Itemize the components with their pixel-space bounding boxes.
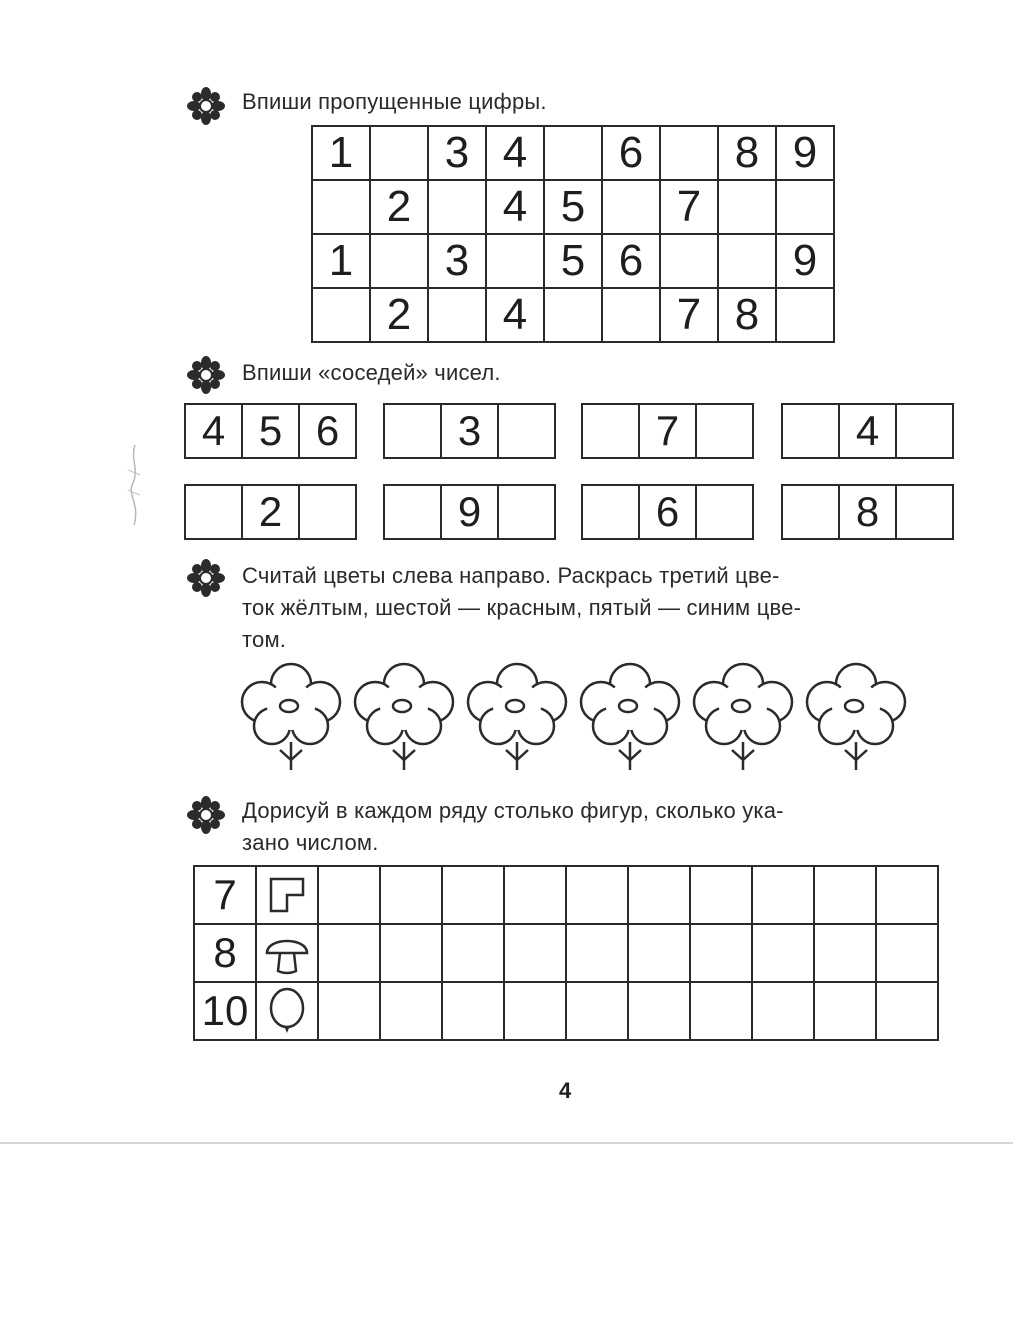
draw-shapes-grid [193, 865, 939, 1041]
empty-neighbor-cell[interactable] [782, 485, 839, 539]
flower-bullet-icon [186, 795, 226, 835]
flower-outline-icon[interactable] [801, 660, 911, 775]
number-cell: 4 [839, 404, 896, 458]
empty-draw-cell[interactable] [876, 982, 938, 1040]
flower-outline-icon[interactable] [236, 660, 346, 775]
shape-row [194, 866, 938, 924]
digit-cell: 5 [544, 180, 602, 234]
digit-cell: 5 [544, 234, 602, 288]
number-cell: 5 [242, 404, 299, 458]
flower-outline-icon[interactable] [462, 660, 572, 775]
empty-draw-cell[interactable] [690, 924, 752, 982]
digit-cell: 8 [718, 126, 776, 180]
empty-digit-cell[interactable] [776, 180, 834, 234]
empty-draw-cell[interactable] [318, 982, 380, 1040]
digit-cell: 3 [428, 234, 486, 288]
empty-draw-cell[interactable] [814, 866, 876, 924]
number-cell: 3 [441, 404, 498, 458]
digit-cell: 9 [776, 126, 834, 180]
empty-neighbor-cell[interactable] [384, 404, 441, 458]
count-number: 8 [194, 924, 256, 982]
digit-cell: 2 [370, 288, 428, 342]
empty-draw-cell[interactable] [380, 866, 442, 924]
empty-draw-cell[interactable] [876, 866, 938, 924]
empty-neighbor-cell[interactable] [384, 485, 441, 539]
count-number: 7 [194, 866, 256, 924]
task1-instruction: Впиши пропущенные цифры. [242, 89, 547, 114]
empty-digit-cell[interactable] [428, 180, 486, 234]
empty-draw-cell[interactable] [690, 982, 752, 1040]
empty-digit-cell[interactable] [544, 288, 602, 342]
empty-draw-cell[interactable] [504, 924, 566, 982]
empty-neighbor-cell[interactable] [896, 485, 953, 539]
digit-cell: 4 [486, 288, 544, 342]
digit-cell: 2 [370, 180, 428, 234]
neighbor-triplet [184, 484, 357, 540]
flower-outline-icon[interactable] [349, 660, 459, 775]
empty-neighbor-cell[interactable] [498, 485, 555, 539]
digit-cell: 8 [718, 288, 776, 342]
neighbor-triplet [781, 403, 954, 459]
empty-draw-cell[interactable] [442, 866, 504, 924]
empty-draw-cell[interactable] [566, 866, 628, 924]
balloon-icon [256, 982, 318, 1040]
empty-digit-cell[interactable] [660, 126, 718, 180]
empty-draw-cell[interactable] [442, 924, 504, 982]
empty-neighbor-cell[interactable] [896, 404, 953, 458]
empty-digit-cell[interactable] [602, 180, 660, 234]
empty-neighbor-cell[interactable] [299, 485, 356, 539]
square-shape-icon [256, 866, 318, 924]
flower-outline-icon[interactable] [575, 660, 685, 775]
number-cell: 6 [299, 404, 356, 458]
empty-digit-cell[interactable] [718, 180, 776, 234]
page-number: 4 [559, 1078, 572, 1103]
empty-draw-cell[interactable] [752, 982, 814, 1040]
empty-digit-cell[interactable] [660, 234, 718, 288]
task3-line3: том. [242, 627, 287, 652]
flower-outline-icon[interactable] [688, 660, 798, 775]
neighbor-triplet [383, 484, 556, 540]
empty-draw-cell[interactable] [876, 924, 938, 982]
empty-neighbor-cell[interactable] [696, 485, 753, 539]
empty-digit-cell[interactable] [718, 234, 776, 288]
empty-draw-cell[interactable] [628, 982, 690, 1040]
empty-draw-cell[interactable] [380, 982, 442, 1040]
neighbor-triplet [184, 403, 357, 459]
empty-draw-cell[interactable] [504, 982, 566, 1040]
empty-neighbor-cell[interactable] [582, 485, 639, 539]
flower-bullet-icon [186, 86, 226, 126]
digit-cell: 7 [660, 180, 718, 234]
mushroom-icon [256, 924, 318, 982]
empty-neighbor-cell[interactable] [582, 404, 639, 458]
task4-line1: Дорисуй в каждом ряду столько фигур, сколько ука- [242, 798, 784, 823]
empty-digit-cell[interactable] [370, 126, 428, 180]
empty-draw-cell[interactable] [628, 924, 690, 982]
empty-digit-cell[interactable] [370, 234, 428, 288]
empty-digit-cell[interactable] [312, 180, 370, 234]
task2-instruction: Впиши «соседей» чисел. [242, 360, 501, 385]
number-cell: 2 [242, 485, 299, 539]
neighbor-triplet [581, 403, 754, 459]
empty-draw-cell[interactable] [380, 924, 442, 982]
count-number: 10 [194, 982, 256, 1040]
digit-cell: 4 [486, 126, 544, 180]
empty-draw-cell[interactable] [628, 866, 690, 924]
shape-row [194, 982, 938, 1040]
empty-draw-cell[interactable] [566, 982, 628, 1040]
neighbor-triplet [781, 484, 954, 540]
empty-digit-cell[interactable] [486, 234, 544, 288]
empty-digit-cell[interactable] [312, 288, 370, 342]
empty-digit-cell[interactable] [428, 288, 486, 342]
empty-digit-cell[interactable] [776, 288, 834, 342]
empty-draw-cell[interactable] [504, 866, 566, 924]
number-cell: 4 [185, 404, 242, 458]
flower-bullet-icon [186, 558, 226, 598]
task4-line2: зано числом. [242, 830, 379, 855]
empty-neighbor-cell[interactable] [185, 485, 242, 539]
neighbor-triplet [581, 484, 754, 540]
grid-row [312, 180, 834, 234]
digit-cell: 6 [602, 234, 660, 288]
digit-cell: 6 [602, 126, 660, 180]
empty-draw-cell[interactable] [690, 866, 752, 924]
empty-draw-cell[interactable] [814, 982, 876, 1040]
missing-digits-grid [311, 125, 835, 343]
number-cell: 7 [639, 404, 696, 458]
empty-neighbor-cell[interactable] [782, 404, 839, 458]
empty-draw-cell[interactable] [814, 924, 876, 982]
empty-draw-cell[interactable] [442, 982, 504, 1040]
empty-neighbor-cell[interactable] [498, 404, 555, 458]
number-cell: 8 [839, 485, 896, 539]
digit-cell: 1 [312, 234, 370, 288]
neighbor-triplet [383, 403, 556, 459]
empty-draw-cell[interactable] [566, 924, 628, 982]
empty-draw-cell[interactable] [752, 866, 814, 924]
empty-neighbor-cell[interactable] [696, 404, 753, 458]
digit-cell: 4 [486, 180, 544, 234]
empty-draw-cell[interactable] [318, 866, 380, 924]
digit-cell: 1 [312, 126, 370, 180]
task3-line1: Считай цветы слева направо. Раскрась третий цве- [242, 563, 780, 588]
task3-line2: ток жёлтым, шестой — красным, пятый — синим цве- [242, 595, 802, 620]
digit-cell: 7 [660, 288, 718, 342]
number-cell: 9 [441, 485, 498, 539]
empty-digit-cell[interactable] [544, 126, 602, 180]
digit-cell: 9 [776, 234, 834, 288]
number-cell: 6 [639, 485, 696, 539]
empty-draw-cell[interactable] [318, 924, 380, 982]
grid-row [312, 288, 834, 342]
flower-bullet-icon [186, 355, 226, 395]
grid-row [312, 126, 834, 180]
empty-draw-cell[interactable] [752, 924, 814, 982]
grid-row [312, 234, 834, 288]
shape-row [194, 924, 938, 982]
empty-digit-cell[interactable] [602, 288, 660, 342]
digit-cell: 3 [428, 126, 486, 180]
pencil-scribble-icon [120, 440, 150, 530]
